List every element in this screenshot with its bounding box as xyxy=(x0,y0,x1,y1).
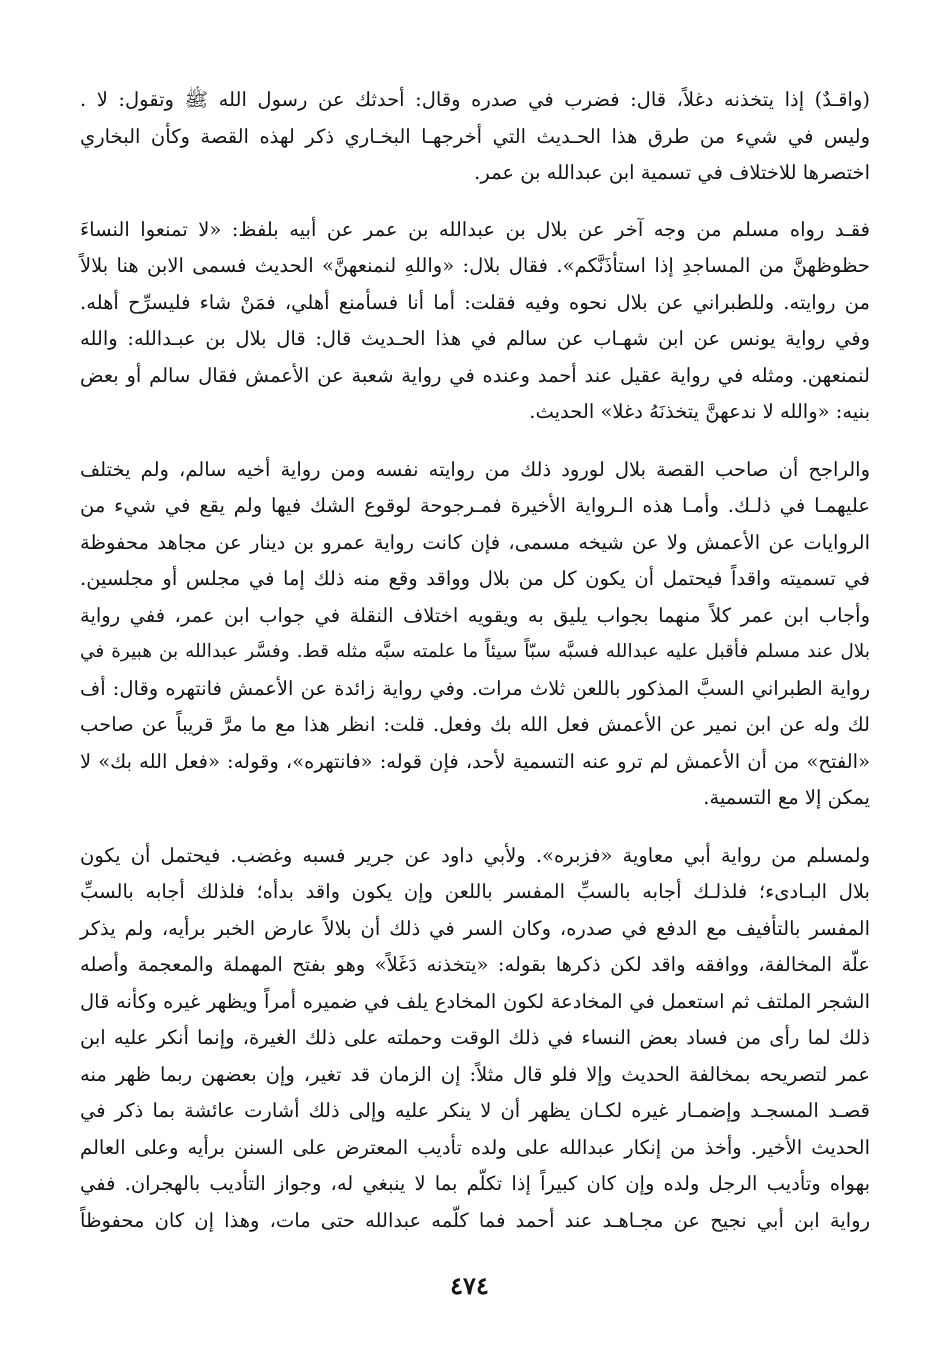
text-line: الروايات عن الأعمش ولا عن شيخه مسمى، فإن كانت رواية عمرو بن دينار عن مجاهد محفوظة xyxy=(80,530,870,554)
paragraph xyxy=(80,212,870,431)
text-line: عمر لتصريحه بمخالفة الحديث وإلا فلو قال مثلاً: إن الزمان قد تغير، وإن بعضهن ربما ظهر منه xyxy=(80,1062,870,1086)
text-line: رواية الطبراني السبَّ المذكور باللعن ثلاث مرات. وفي رواية زائدة عن الأعمش فانتهره وقال: أف xyxy=(80,676,870,700)
paragraph xyxy=(80,82,870,192)
text-line: بهواه وتأديب الرجل ولده وإن كان كبيراً إذا تكلّم بما لا ينبغي له، وجواز التأديب بالهجران. ففي xyxy=(80,1172,870,1195)
text-line: يمكن إلا مع التسمية. xyxy=(703,786,870,809)
text-line: ذلك لما رأى من فساد بعض النساء في ذلك الوقت وحملته على ذلك الغيرة، وإنما أنكر عليه ابن xyxy=(80,1026,870,1049)
text-line: وفي رواية يونس عن ابن شهـاب عن سالم في هذا الحـديث قال: قال بلال بن عبـدالله: والله xyxy=(80,327,870,350)
text-line: من روايته. وللطبراني عن بلال نحوه وفيه فقلت: أما أنا فسأمنع أهلي، فمَنْ شاء فليسرِّح أهله. xyxy=(80,290,870,314)
text-line: الحديث الأخير. وأخذ من إنكار عبدالله على ولده تأديب المعترض على السنن برأيه وعلى العالم xyxy=(80,1135,870,1159)
text-line: لنمنعهن. ومثله في رواية عقيل عند أحمد وعنده في رواية شعبة عن الأعمش فقال سالم أو بعض xyxy=(80,363,870,387)
text-line: اختصرها للاختلاف في تسمية ابن عبدالله بن عمر. xyxy=(474,161,870,184)
text-line: حظوظهنَّ من المساجدِ إذا استأذَنَّكم». فقال بلال: «واللهِ لنمنعهنَّ» الحديث فسمى الابن هنا بلالاً xyxy=(80,254,870,277)
text-line: بلال عند مسلم فأقبل عليه عبدالله فسبَّه سبّاً سيئاً ما علمته سبَّه مثله قط. وفسَّر عبدالله بن هبيرة في xyxy=(80,641,870,662)
text-line: علّة المخالفة، ووافقه واقد لكن ذكرها بقوله: «يتخذنه دَغَلاً» وهو بفتح المهملة والمعجمة وأصله xyxy=(80,953,870,976)
text-line: فقـد رواه مسلم من وجه آخر عن بلال بن عبدالله بن عمر عن أبيه بلفظ: «لا تمنعوا النساءَ xyxy=(80,217,870,241)
text-line: في تسميته واقداً فيحتمل أن يكون كل من بلال وواقد وقع منه ذلك إما في مجلس أو مجلسين. xyxy=(80,567,870,590)
text-line: رواية ابن أبي نجيح عن مجـاهـد عند أحمد فما كلّمه عبدالله حتى مات، وهذا إن كان محفوظاً xyxy=(80,1208,870,1232)
text-line: الشجر الملتف ثم استعمل في المخادعة لكون المخادع يلف في ضميره أمراً ويظهر غيره وكأنه قال xyxy=(80,989,870,1013)
text-line: بلال البـادىء؛ فلذلـك أجابه بالسبِّ المفسر باللعن وإن يكون واقد بدأه؛ فلذلك أجابه بالسبِّ xyxy=(80,880,870,903)
page-body xyxy=(80,82,870,1239)
text-line: بنيه: «والله لا ندعهنَّ يتخذنَهُ دغلا» الحديث. xyxy=(529,400,870,423)
text-line: (واقـدٌ) إذا يتخذنه دغلاً، قال: فضرب في صدره وقال: أحدثك عن رسول الله ﷺ وتقول: لا . xyxy=(80,88,870,111)
text-line: والراجح أن صاحب القصة بلال لورود ذلك من روايته نفسه ومن رواية أخيه سالم، ولم يختلف xyxy=(80,457,870,481)
text-line: وأجاب ابن عمر كلاً منهما بجواب يليق به ويقويه اختلاف النقلة في جواب ابن عمر، ففي رواية xyxy=(80,603,870,627)
text-line: «الفتح» من أن الأعمش لم ترو عنه التسمية لأحد، فإن قوله: «فانتهره»، وقوله: «فعل الله بك» لا xyxy=(80,749,870,773)
page-number: ٤٧٤ xyxy=(450,1271,489,1300)
text-line: عليهمـا في ذلـك. وأمـا هذه الـرواية الأخيرة فمـرجوحة لوقوع الشك فيها ولم يقع في شيء من xyxy=(80,494,870,517)
text-line: المفسر بالتأفيف مع الدفع في صدره، وكان السر في ذلك أن بلالاً عارض الخبر برأيه، ولم يذكر xyxy=(80,916,870,940)
text-line: وليس في شيء من طرق هذا الحـديث التي أخرجهـا البخـاري ذكر لهذه القصة وكأن البخاري xyxy=(80,124,870,148)
text-line: قصـد المسجـد وإضمـار غيره لكـان يظهر أن لا ينكر عليه وإلى ذلك أشارت عائشة بما ذكر في xyxy=(80,1099,870,1122)
text-line: ولمسلم من رواية أبي معاوية «فزبره». ولأبي داود عن جرير فسبه وغضب. فيحتمل أن يكون xyxy=(80,843,870,867)
text-line: لك وله عن ابن نمير عن الأعمش فعل الله بك وفعل. قلت: انظر هذا مع ما مرَّ قريباً عن صاحب xyxy=(80,713,870,736)
paragraph xyxy=(80,452,870,817)
paragraph xyxy=(80,838,870,1240)
